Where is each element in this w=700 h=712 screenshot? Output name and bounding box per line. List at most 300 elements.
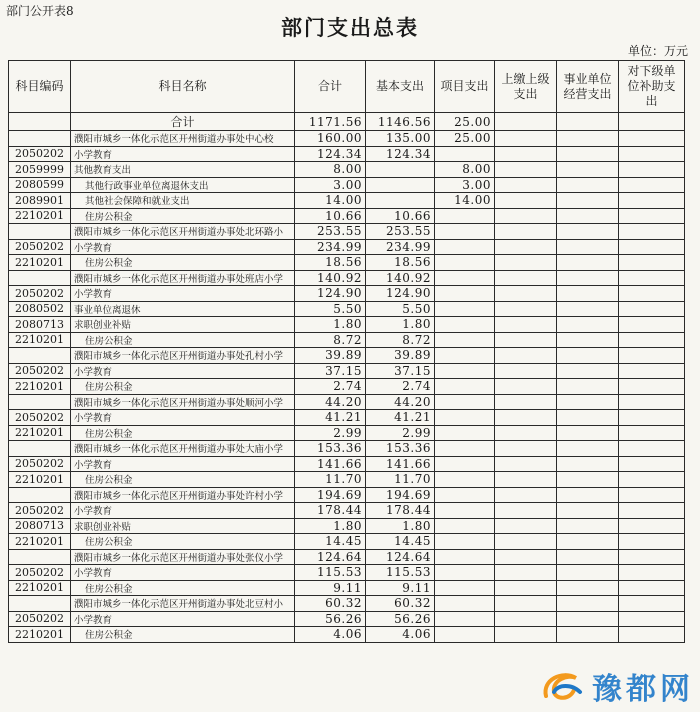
cell-business-operation [557, 224, 619, 240]
cell-code [9, 270, 71, 286]
cell-project [435, 596, 495, 612]
cell-project [435, 301, 495, 317]
cell-total: 194.69 [295, 487, 366, 503]
cell-subsidy-lower [619, 162, 685, 178]
cell-code: 2080713 [9, 317, 71, 333]
cell-basic: 178.44 [366, 503, 435, 519]
cell-total: 41.21 [295, 410, 366, 426]
cell-basic: 56.26 [366, 611, 435, 627]
table-row [9, 270, 685, 286]
cell-project [435, 503, 495, 519]
table-row [9, 549, 685, 565]
cell-basic: 124.90 [366, 286, 435, 302]
table-row [9, 565, 685, 581]
cell-total: 8.00 [295, 162, 366, 178]
cell-business-operation [557, 270, 619, 286]
cell-total: 44.20 [295, 394, 366, 410]
cell-subsidy-lower [619, 580, 685, 596]
table-row [9, 611, 685, 627]
header-subsidy-lower: 对下级单位补助支出 [619, 61, 685, 113]
cell-total: 153.36 [295, 441, 366, 457]
cell-subsidy-lower [619, 503, 685, 519]
cell-business-operation [557, 301, 619, 317]
cell-subsidy-lower [619, 286, 685, 302]
cell-subsidy-lower [619, 255, 685, 271]
cell-project: 25.00 [435, 113, 495, 131]
cell-basic: 1146.56 [366, 113, 435, 131]
table-row [9, 379, 685, 395]
cell-remit-superior [495, 113, 557, 131]
cell-business-operation [557, 456, 619, 472]
header-basic: 基本支出 [366, 61, 435, 113]
header-total: 合计 [295, 61, 366, 113]
table-row [9, 534, 685, 550]
cell-remit-superior [495, 596, 557, 612]
cell-project [435, 549, 495, 565]
cell-subsidy-lower [619, 487, 685, 503]
cell-code: 2210201 [9, 580, 71, 596]
cell-name: 濮阳市城乡一体化示范区开州街道办事处北环路小 [71, 224, 295, 240]
cell-business-operation [557, 518, 619, 534]
cell-code: 2059999 [9, 162, 71, 178]
cell-subsidy-lower [619, 518, 685, 534]
cell-business-operation [557, 394, 619, 410]
cell-business-operation [557, 193, 619, 209]
cell-subsidy-lower [619, 317, 685, 333]
cell-subsidy-lower [619, 596, 685, 612]
cell-project [435, 270, 495, 286]
cell-name: 小学教育 [71, 146, 295, 162]
cell-code: 2210201 [9, 627, 71, 643]
cell-remit-superior [495, 518, 557, 534]
table-row [9, 113, 685, 131]
cell-subsidy-lower [619, 113, 685, 131]
cell-remit-superior [495, 425, 557, 441]
cell-project [435, 379, 495, 395]
cell-project [435, 348, 495, 364]
cell-business-operation [557, 317, 619, 333]
cell-code [9, 441, 71, 457]
cell-total: 37.15 [295, 363, 366, 379]
cell-business-operation [557, 472, 619, 488]
cell-business-operation [557, 177, 619, 193]
cell-business-operation [557, 534, 619, 550]
cell-code [9, 131, 71, 147]
cell-basic [366, 193, 435, 209]
cell-remit-superior [495, 131, 557, 147]
cell-name: 住房公积金 [71, 580, 295, 596]
cell-name: 濮阳市城乡一体化示范区开州街道办事处班店小学 [71, 270, 295, 286]
cell-total: 234.99 [295, 239, 366, 255]
cell-project [435, 208, 495, 224]
table-row [9, 596, 685, 612]
header-code: 科目编码 [9, 61, 71, 113]
cell-project [435, 425, 495, 441]
cell-code [9, 487, 71, 503]
cell-basic: 124.34 [366, 146, 435, 162]
cell-business-operation [557, 627, 619, 643]
cell-remit-superior [495, 611, 557, 627]
cell-code: 2050202 [9, 239, 71, 255]
cell-basic: 14.45 [366, 534, 435, 550]
cell-remit-superior [495, 255, 557, 271]
cell-project [435, 224, 495, 240]
cell-name: 其他教育支出 [71, 162, 295, 178]
cell-subsidy-lower [619, 301, 685, 317]
table-row [9, 348, 685, 364]
cell-basic: 2.99 [366, 425, 435, 441]
cell-name: 住房公积金 [71, 534, 295, 550]
cell-project [435, 580, 495, 596]
cell-basic: 8.72 [366, 332, 435, 348]
cell-subsidy-lower [619, 565, 685, 581]
cell-total: 1.80 [295, 317, 366, 333]
cell-basic: 11.70 [366, 472, 435, 488]
cell-code [9, 224, 71, 240]
cell-subsidy-lower [619, 332, 685, 348]
cell-code [9, 348, 71, 364]
cell-basic: 141.66 [366, 456, 435, 472]
cell-basic: 194.69 [366, 487, 435, 503]
cell-name: 濮阳市城乡一体化示范区开州街道办事处孔村小学 [71, 348, 295, 364]
cell-basic: 9.11 [366, 580, 435, 596]
cell-remit-superior [495, 193, 557, 209]
cell-total: 14.45 [295, 534, 366, 550]
table-row [9, 177, 685, 193]
table-row [9, 286, 685, 302]
table-body [9, 113, 685, 643]
cell-remit-superior [495, 146, 557, 162]
cell-subsidy-lower [619, 611, 685, 627]
cell-project [435, 146, 495, 162]
cell-business-operation [557, 208, 619, 224]
cell-name: 住房公积金 [71, 379, 295, 395]
table-row [9, 441, 685, 457]
cell-project [435, 534, 495, 550]
table-row [9, 503, 685, 519]
table-row [9, 627, 685, 643]
cell-basic: 135.00 [366, 131, 435, 147]
cell-name: 濮阳市城乡一体化示范区开州街道办事处北豆村小 [71, 596, 295, 612]
cell-business-operation [557, 487, 619, 503]
table-row [9, 255, 685, 271]
cell-total: 18.56 [295, 255, 366, 271]
cell-business-operation [557, 363, 619, 379]
cell-name: 其他社会保障和就业支出 [71, 193, 295, 209]
cell-business-operation [557, 113, 619, 131]
cell-code: 2080713 [9, 518, 71, 534]
cell-remit-superior [495, 162, 557, 178]
table-row [9, 472, 685, 488]
cell-code [9, 549, 71, 565]
cell-total: 10.66 [295, 208, 366, 224]
cell-code: 2080599 [9, 177, 71, 193]
cell-total: 1171.56 [295, 113, 366, 131]
cell-total: 140.92 [295, 270, 366, 286]
cell-subsidy-lower [619, 549, 685, 565]
cell-total: 5.50 [295, 301, 366, 317]
cell-code: 2210201 [9, 472, 71, 488]
cell-business-operation [557, 146, 619, 162]
cell-total: 1.80 [295, 518, 366, 534]
cell-basic: 1.80 [366, 518, 435, 534]
cell-project [435, 456, 495, 472]
cell-name: 住房公积金 [71, 425, 295, 441]
cell-code: 2050202 [9, 456, 71, 472]
cell-project [435, 472, 495, 488]
cell-basic: 1.80 [366, 317, 435, 333]
cell-business-operation [557, 379, 619, 395]
cell-remit-superior [495, 208, 557, 224]
cell-business-operation [557, 131, 619, 147]
cell-total: 124.34 [295, 146, 366, 162]
table-row [9, 317, 685, 333]
cell-total: 8.72 [295, 332, 366, 348]
cell-subsidy-lower [619, 441, 685, 457]
cell-name: 濮阳市城乡一体化示范区开州街道办事处中心校 [71, 131, 295, 147]
cell-business-operation [557, 239, 619, 255]
cell-name: 住房公积金 [71, 332, 295, 348]
cell-subsidy-lower [619, 208, 685, 224]
expenditure-table [8, 60, 685, 643]
cell-remit-superior [495, 301, 557, 317]
cell-business-operation [557, 503, 619, 519]
cell-remit-superior [495, 441, 557, 457]
cell-basic: 2.74 [366, 379, 435, 395]
cell-business-operation [557, 348, 619, 364]
cell-basic: 37.15 [366, 363, 435, 379]
cell-subsidy-lower [619, 348, 685, 364]
cell-total: 9.11 [295, 580, 366, 596]
cell-project [435, 239, 495, 255]
table-row [9, 580, 685, 596]
cell-subsidy-lower [619, 394, 685, 410]
cell-remit-superior [495, 456, 557, 472]
cell-name: 求职创业补贴 [71, 518, 295, 534]
table-row [9, 518, 685, 534]
cell-subsidy-lower [619, 131, 685, 147]
cell-project [435, 255, 495, 271]
cell-total: 160.00 [295, 131, 366, 147]
cell-subsidy-lower [619, 177, 685, 193]
cell-subsidy-lower [619, 363, 685, 379]
cell-name: 小学教育 [71, 611, 295, 627]
cell-total: 11.70 [295, 472, 366, 488]
cell-basic: 39.89 [366, 348, 435, 364]
cell-basic [366, 177, 435, 193]
cell-total: 56.26 [295, 611, 366, 627]
cell-business-operation [557, 425, 619, 441]
header-business-operation: 事业单位经营支出 [557, 61, 619, 113]
cell-name: 小学教育 [71, 503, 295, 519]
cell-code: 2050202 [9, 363, 71, 379]
cell-basic: 41.21 [366, 410, 435, 426]
table-row [9, 193, 685, 209]
cell-basic: 153.36 [366, 441, 435, 457]
table-row [9, 394, 685, 410]
table-row [9, 332, 685, 348]
table-row [9, 162, 685, 178]
cell-business-operation [557, 410, 619, 426]
cell-code: 2050202 [9, 565, 71, 581]
cell-name: 住房公积金 [71, 255, 295, 271]
cell-basic: 60.32 [366, 596, 435, 612]
cell-basic: 5.50 [366, 301, 435, 317]
watermark-text: 豫都网 [592, 672, 694, 707]
cell-subsidy-lower [619, 456, 685, 472]
cell-subsidy-lower [619, 239, 685, 255]
cell-basic: 140.92 [366, 270, 435, 286]
table-row [9, 487, 685, 503]
cell-remit-superior [495, 270, 557, 286]
cell-remit-superior [495, 224, 557, 240]
cell-code: 2050202 [9, 611, 71, 627]
cell-code [9, 113, 71, 131]
cell-project [435, 627, 495, 643]
cell-project [435, 565, 495, 581]
cell-basic: 44.20 [366, 394, 435, 410]
table-row [9, 146, 685, 162]
cell-name: 事业单位离退休 [71, 301, 295, 317]
cell-remit-superior [495, 627, 557, 643]
cell-total: 2.99 [295, 425, 366, 441]
header-remit-superior: 上缴上级支出 [495, 61, 557, 113]
cell-name: 求职创业补贴 [71, 317, 295, 333]
table-row [9, 410, 685, 426]
cell-name: 其他行政事业单位离退休支出 [71, 177, 295, 193]
cell-code: 2210201 [9, 379, 71, 395]
cell-name: 小学教育 [71, 363, 295, 379]
cell-code: 2210201 [9, 534, 71, 550]
cell-name: 小学教育 [71, 565, 295, 581]
cell-code: 2210201 [9, 255, 71, 271]
table-row [9, 456, 685, 472]
cell-code: 2080502 [9, 301, 71, 317]
cell-remit-superior [495, 379, 557, 395]
page-title: 部门支出总表 [281, 15, 419, 40]
table-row [9, 301, 685, 317]
cell-code: 2210201 [9, 332, 71, 348]
cell-basic: 115.53 [366, 565, 435, 581]
cell-name: 小学教育 [71, 410, 295, 426]
cell-subsidy-lower [619, 472, 685, 488]
cell-business-operation [557, 611, 619, 627]
cell-subsidy-lower [619, 379, 685, 395]
cell-total: 124.64 [295, 549, 366, 565]
cell-basic: 18.56 [366, 255, 435, 271]
cell-subsidy-lower [619, 270, 685, 286]
cell-project [435, 410, 495, 426]
table-row [9, 363, 685, 379]
cell-total: 39.89 [295, 348, 366, 364]
swirl-logo-icon [540, 666, 586, 706]
cell-remit-superior [495, 565, 557, 581]
cell-name: 濮阳市城乡一体化示范区开州街道办事处许村小学 [71, 487, 295, 503]
table-row [9, 208, 685, 224]
cell-total: 3.00 [295, 177, 366, 193]
cell-business-operation [557, 332, 619, 348]
cell-project: 8.00 [435, 162, 495, 178]
cell-subsidy-lower [619, 146, 685, 162]
cell-business-operation [557, 441, 619, 457]
cell-code [9, 596, 71, 612]
cell-project [435, 518, 495, 534]
cell-business-operation [557, 580, 619, 596]
cell-name: 小学教育 [71, 239, 295, 255]
cell-project [435, 394, 495, 410]
cell-remit-superior [495, 363, 557, 379]
cell-subsidy-lower [619, 224, 685, 240]
cell-subsidy-lower [619, 627, 685, 643]
cell-project: 14.00 [435, 193, 495, 209]
cell-remit-superior [495, 534, 557, 550]
cell-remit-superior [495, 394, 557, 410]
table-row [9, 425, 685, 441]
cell-remit-superior [495, 348, 557, 364]
cell-remit-superior [495, 332, 557, 348]
cell-total: 141.66 [295, 456, 366, 472]
cell-name: 住房公积金 [71, 472, 295, 488]
cell-code: 2050202 [9, 146, 71, 162]
cell-remit-superior [495, 317, 557, 333]
cell-code: 2210201 [9, 425, 71, 441]
cell-remit-superior [495, 410, 557, 426]
cell-subsidy-lower [619, 410, 685, 426]
cell-name: 住房公积金 [71, 208, 295, 224]
cell-remit-superior [495, 177, 557, 193]
cell-total: 253.55 [295, 224, 366, 240]
cell-business-operation [557, 286, 619, 302]
cell-business-operation [557, 596, 619, 612]
cell-name: 濮阳市城乡一体化示范区开州街道办事处张仪小学 [71, 549, 295, 565]
cell-basic: 4.06 [366, 627, 435, 643]
cell-business-operation [557, 255, 619, 271]
cell-total: 60.32 [295, 596, 366, 612]
header-project: 项目支出 [435, 61, 495, 113]
cell-remit-superior [495, 580, 557, 596]
cell-business-operation [557, 565, 619, 581]
cell-project [435, 441, 495, 457]
cell-code: 2050202 [9, 286, 71, 302]
cell-code [9, 394, 71, 410]
cell-basic: 253.55 [366, 224, 435, 240]
cell-business-operation [557, 549, 619, 565]
cell-project [435, 286, 495, 302]
cell-remit-superior [495, 549, 557, 565]
cell-project: 25.00 [435, 131, 495, 147]
cell-basic: 234.99 [366, 239, 435, 255]
site-watermark [540, 664, 694, 708]
cell-basic: 124.64 [366, 549, 435, 565]
cell-project [435, 363, 495, 379]
table-row [9, 239, 685, 255]
cell-total: 124.90 [295, 286, 366, 302]
cell-code: 2050202 [9, 503, 71, 519]
cell-remit-superior [495, 286, 557, 302]
cell-basic: 10.66 [366, 208, 435, 224]
cell-project [435, 487, 495, 503]
cell-business-operation [557, 162, 619, 178]
cell-total: 178.44 [295, 503, 366, 519]
header-name: 科目名称 [71, 61, 295, 113]
cell-project [435, 332, 495, 348]
cell-project [435, 611, 495, 627]
cell-total: 2.74 [295, 379, 366, 395]
cell-subsidy-lower [619, 425, 685, 441]
cell-remit-superior [495, 239, 557, 255]
header-row [9, 61, 685, 113]
table-row [9, 224, 685, 240]
